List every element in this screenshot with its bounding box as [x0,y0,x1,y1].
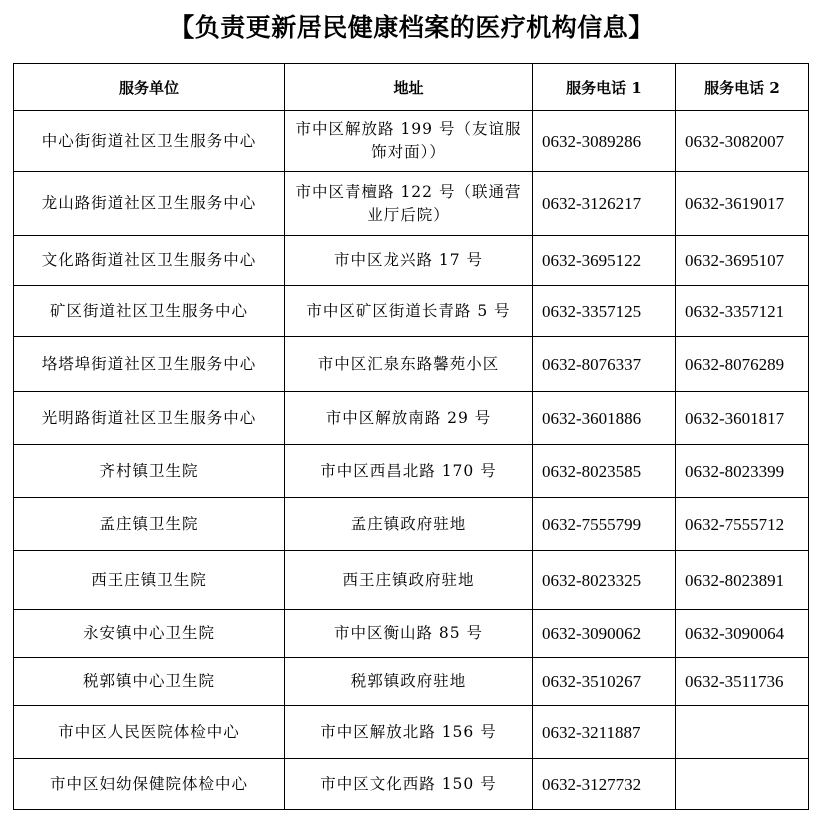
cell-unit: 文化路街道社区卫生服务中心 [14,236,285,286]
table-row [14,551,809,610]
table-row [14,498,809,551]
table-row [14,658,809,706]
cell-phone-1: 0632-3126217 [533,172,676,236]
cell-phone-1: 0632-3695122 [533,236,676,286]
cell-address: 市中区衡山路 85 号 [285,610,533,658]
cell-unit: 市中区妇幼保健院体检中心 [14,759,285,810]
cell-phone-1: 0632-3211887 [533,706,676,759]
cell-phone-1: 0632-3090062 [533,610,676,658]
cell-phone-1: 0632-3089286 [533,111,676,172]
table-header-row [14,64,809,111]
cell-phone-2: 0632-3695107 [676,236,809,286]
cell-address: 税郭镇政府驻地 [285,658,533,706]
cell-address: 西王庄镇政府驻地 [285,551,533,610]
cell-phone-1: 0632-8023325 [533,551,676,610]
table-row [14,392,809,445]
table-row [14,706,809,759]
cell-phone-1: 0632-3601886 [533,392,676,445]
cell-phone-2: 0632-3511736 [676,658,809,706]
cell-address: 市中区西昌北路 170 号 [285,445,533,498]
table-row [14,610,809,658]
institution-table [13,63,809,810]
cell-address: 市中区文化西路 150 号 [285,759,533,810]
cell-phone-2: 0632-8023399 [676,445,809,498]
table-row [14,759,809,810]
cell-phone-2: 0632-8076289 [676,337,809,392]
header-address: 地址 [285,64,533,111]
cell-unit: 市中区人民医院体检中心 [14,706,285,759]
table-row [14,236,809,286]
cell-phone-2 [676,706,809,759]
cell-address: 市中区解放北路 156 号 [285,706,533,759]
cell-address: 孟庄镇政府驻地 [285,498,533,551]
table-row [14,445,809,498]
cell-unit: 永安镇中心卫生院 [14,610,285,658]
table-row [14,286,809,337]
cell-unit: 齐村镇卫生院 [14,445,285,498]
cell-phone-2: 0632-7555712 [676,498,809,551]
cell-address: 市中区龙兴路 17 号 [285,236,533,286]
cell-phone-1: 0632-8076337 [533,337,676,392]
cell-phone-1: 0632-8023585 [533,445,676,498]
cell-unit: 孟庄镇卫生院 [14,498,285,551]
cell-unit: 税郭镇中心卫生院 [14,658,285,706]
cell-phone-1: 0632-3127732 [533,759,676,810]
cell-phone-2: 0632-8023891 [676,551,809,610]
cell-unit: 西王庄镇卫生院 [14,551,285,610]
table-row [14,337,809,392]
cell-unit: 中心街街道社区卫生服务中心 [14,111,285,172]
cell-address: 市中区矿区街道长青路 5 号 [285,286,533,337]
header-phone-2: 服务电话 2 [676,64,809,111]
cell-phone-2: 0632-3619017 [676,172,809,236]
cell-address: 市中区解放路 199 号（友谊服饰对面）） [285,111,533,172]
cell-unit: 垎塔埠街道社区卫生服务中心 [14,337,285,392]
cell-phone-1: 0632-3510267 [533,658,676,706]
cell-address: 市中区解放南路 29 号 [285,392,533,445]
cell-phone-2: 0632-3082007 [676,111,809,172]
cell-unit: 光明路街道社区卫生服务中心 [14,392,285,445]
cell-phone-2: 0632-3601817 [676,392,809,445]
cell-phone-2: 0632-3357121 [676,286,809,337]
cell-phone-1: 0632-7555799 [533,498,676,551]
cell-phone-2 [676,759,809,810]
cell-address: 市中区青檀路 122 号（联通营业厅后院） [285,172,533,236]
page-title: 【负责更新居民健康档案的医疗机构信息】 [169,13,654,42]
cell-unit: 龙山路街道社区卫生服务中心 [14,172,285,236]
table-row [14,172,809,236]
cell-phone-1: 0632-3357125 [533,286,676,337]
cell-address: 市中区汇泉东路馨苑小区 [285,337,533,392]
header-service-unit: 服务单位 [14,64,285,111]
table-row [14,111,809,172]
cell-unit: 矿区街道社区卫生服务中心 [14,286,285,337]
header-phone-1: 服务电话 1 [533,64,676,111]
cell-phone-2: 0632-3090064 [676,610,809,658]
